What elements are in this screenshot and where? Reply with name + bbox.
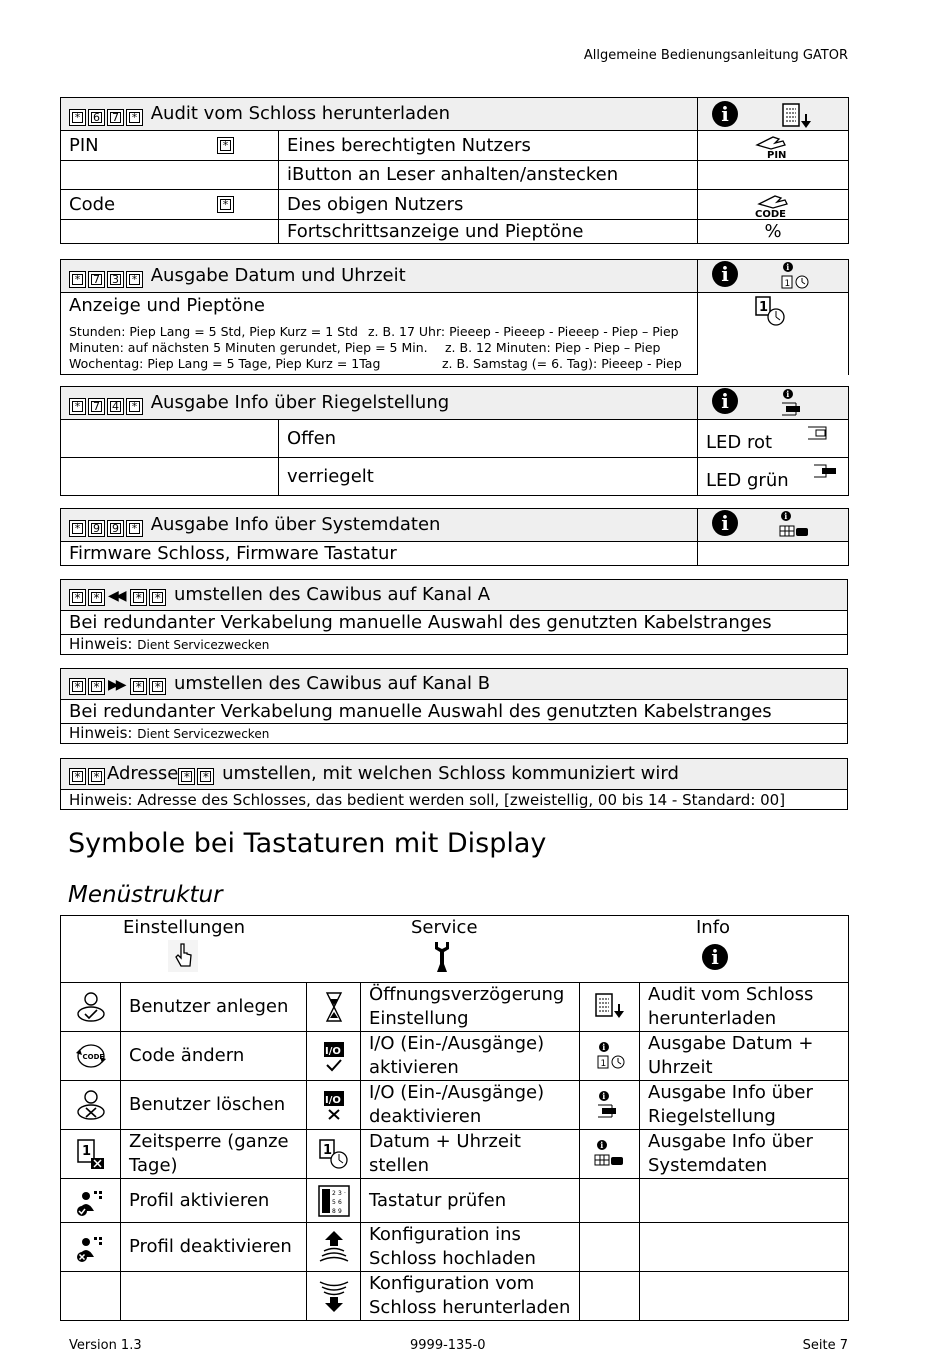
key-star: * bbox=[130, 678, 147, 695]
svg-text:i: i bbox=[599, 1140, 603, 1150]
section-title-row bbox=[61, 669, 848, 700]
key-7: 7 bbox=[107, 109, 124, 126]
bolt-locked-icon bbox=[812, 462, 840, 480]
section-title-row bbox=[61, 580, 848, 611]
key-star: * bbox=[69, 678, 86, 695]
key-star: * bbox=[217, 196, 234, 213]
menu-item: Zeitsperre (ganze Tage) bbox=[121, 1130, 307, 1179]
row-desc: iButton an Leser anhalten/anstecken bbox=[279, 161, 698, 190]
row-code-label: Code * bbox=[61, 190, 279, 220]
menu-item: Ausgabe Info über Systemdaten bbox=[640, 1130, 849, 1179]
svg-text:i: i bbox=[786, 389, 790, 399]
key-9: 9 bbox=[107, 520, 124, 537]
menu-item: Tastatur prüfen bbox=[361, 1179, 580, 1223]
menu-item: I/O (Ein-/Ausgänge) aktivieren bbox=[361, 1032, 580, 1081]
code-change-icon bbox=[74, 1041, 108, 1071]
hint-label: Hinweis: bbox=[69, 724, 133, 742]
key-star: * bbox=[126, 398, 143, 415]
section-desc: Bei redundanter Verkabelung manuelle Auswahl des genutzten Kabelstranges bbox=[61, 700, 848, 724]
audit-download-icon bbox=[780, 102, 814, 130]
left-arrows-icon: ◀◀ bbox=[108, 587, 124, 604]
svg-text:CODE: CODE bbox=[755, 208, 786, 218]
info-system-icon bbox=[592, 1138, 628, 1170]
info-bolt-icon bbox=[594, 1089, 626, 1121]
upload-config-icon bbox=[319, 1229, 349, 1265]
section-title: umstellen des Cawibus auf Kanal B bbox=[174, 672, 491, 694]
key-star: * bbox=[88, 678, 105, 695]
svg-text:6: 6 bbox=[337, 1198, 342, 1206]
bolt-state: Offen bbox=[279, 420, 698, 458]
hint-label: Hinweis: bbox=[69, 635, 133, 653]
symbols-heading: Symbole bei Tastaturen mit Display bbox=[68, 828, 547, 859]
cawibus-b-table bbox=[60, 668, 848, 744]
date-time-icon bbox=[317, 1137, 351, 1171]
svg-text:9: 9 bbox=[337, 1207, 342, 1215]
address-table bbox=[60, 758, 848, 810]
hourglass-icon bbox=[322, 990, 346, 1024]
key-star: * bbox=[69, 589, 86, 606]
bolt-position-table bbox=[60, 386, 849, 496]
key-star: * bbox=[69, 271, 86, 288]
column-settings: Einstellungen bbox=[123, 917, 246, 938]
section-title-row bbox=[61, 260, 698, 293]
section-title: umstellen, mit welchen Schloss kommuniziert wird bbox=[222, 763, 679, 784]
svg-text:1: 1 bbox=[784, 279, 790, 289]
menu-item: Öffnungsverzögerung Einstellung bbox=[361, 983, 580, 1032]
led-label: LED rot bbox=[706, 432, 773, 453]
system-data-table bbox=[60, 508, 849, 566]
key-star: * bbox=[130, 589, 147, 606]
menu-item: Benutzer löschen bbox=[121, 1081, 307, 1130]
right-arrows-icon: ▶▶ bbox=[108, 676, 124, 693]
key-3: 3 bbox=[107, 271, 124, 288]
footer-docnum: 9999-135-0 bbox=[410, 1338, 486, 1353]
audit-download-icon bbox=[593, 992, 627, 1022]
menu-item bbox=[640, 1272, 849, 1321]
section-subtitle: Firmware Schloss, Firmware Tastatur bbox=[61, 542, 698, 566]
key-star: * bbox=[149, 678, 166, 695]
svg-text:8: 8 bbox=[331, 1207, 336, 1215]
io-deactivate-icon bbox=[322, 1088, 346, 1122]
audit-download-table bbox=[60, 97, 849, 244]
key-7: 7 bbox=[88, 271, 105, 288]
svg-text:i: i bbox=[601, 1091, 605, 1101]
beep-line-weekday: Wochentag: Piep Lang = 5 Tage, Piep Kurz = 1Tag z. B. Samstag (= 6. Tag): Pieeep - Piep bbox=[69, 356, 682, 371]
key-star: * bbox=[88, 768, 105, 785]
svg-text:I/O: I/O bbox=[324, 1095, 341, 1106]
menu-item: Konfiguration vom Schloss herunterladen bbox=[361, 1272, 580, 1321]
section-title: Audit vom Schloss herunterladen bbox=[150, 102, 450, 124]
menu-item: Code ändern bbox=[121, 1032, 307, 1081]
svg-text:1: 1 bbox=[322, 1143, 332, 1158]
key-star: * bbox=[149, 589, 166, 606]
row-desc: Eines berechtigten Nutzers bbox=[279, 131, 698, 161]
svg-text:i: i bbox=[784, 511, 788, 521]
menu-structure-heading: Menüstruktur bbox=[68, 882, 223, 908]
section-desc: Bei redundanter Verkabelung manuelle Auswahl des genutzten Kabelstranges bbox=[61, 611, 848, 635]
section-title: Ausgabe Info über Systemdaten bbox=[150, 513, 441, 535]
menu-item: Audit vom Schloss herunterladen bbox=[640, 983, 849, 1032]
document-header: Allgemeine Bedienungsanleitung GATOR bbox=[583, 48, 848, 63]
svg-text:1: 1 bbox=[600, 1059, 606, 1069]
svg-text:1: 1 bbox=[759, 300, 769, 315]
column-service: Service bbox=[411, 917, 478, 938]
key-star: * bbox=[69, 520, 86, 537]
menu-item: Profil aktivieren bbox=[121, 1179, 307, 1223]
row-desc: Des obigen Nutzers bbox=[279, 190, 698, 220]
hint-text: Hinweis: Adresse des Schlosses, das bedient werden soll, [zweistellig, 00 bis 14 - Standard: 00] bbox=[61, 790, 848, 810]
svg-text:·: · bbox=[343, 1189, 346, 1197]
key-star: * bbox=[126, 271, 143, 288]
info-icon: i bbox=[712, 101, 738, 127]
code-hand-icon bbox=[753, 192, 793, 218]
key-star: * bbox=[69, 398, 86, 415]
menu-item: Profil deaktivieren bbox=[121, 1223, 307, 1272]
section-title-row bbox=[61, 387, 698, 420]
menu-structure-table bbox=[60, 915, 849, 1321]
time-lock-icon bbox=[74, 1137, 108, 1171]
key-4: 4 bbox=[107, 398, 124, 415]
svg-text:2: 2 bbox=[331, 1189, 336, 1197]
key-star: * bbox=[69, 109, 86, 126]
profile-deactivate-icon bbox=[74, 1231, 108, 1263]
row-pin-label: PIN * bbox=[61, 131, 279, 161]
user-delete-icon bbox=[74, 1088, 108, 1122]
menu-item: Ausgabe Datum + Uhrzeit bbox=[640, 1032, 849, 1081]
led-label: LED grün bbox=[706, 470, 789, 491]
wrench-icon bbox=[429, 940, 455, 974]
section-title: Ausgabe Info über Riegelstellung bbox=[150, 391, 450, 413]
section-subtitle: Anzeige und Pieptöne bbox=[69, 295, 265, 316]
svg-text:5: 5 bbox=[331, 1198, 336, 1206]
key-star: * bbox=[126, 109, 143, 126]
download-config-icon bbox=[319, 1278, 349, 1314]
menu-item: Benutzer anlegen bbox=[121, 983, 307, 1032]
row-desc: Fortschrittsanzeige und Pieptöne bbox=[279, 220, 698, 244]
key-6: 6 bbox=[88, 109, 105, 126]
info-icon: i bbox=[712, 388, 738, 414]
address-label: Adresse bbox=[107, 763, 179, 784]
menu-item: I/O (Ein-/Ausgänge) deaktivieren bbox=[361, 1081, 580, 1130]
svg-text:i: i bbox=[601, 1042, 605, 1052]
percent-symbol: % bbox=[698, 220, 849, 244]
key-star: * bbox=[88, 589, 105, 606]
menu-item: Datum + Uhrzeit stellen bbox=[361, 1130, 580, 1179]
key-star: * bbox=[197, 768, 214, 785]
svg-text:i: i bbox=[786, 262, 790, 272]
section-title-row bbox=[61, 759, 848, 790]
beep-line-minutes: Minuten: auf nächsten 5 Minuten gerundet, Piep = 5 Min. z. B. 12 Minuten: Piep - Piep – Piep bbox=[69, 340, 661, 355]
section-title-row bbox=[61, 509, 698, 542]
info-system-icon bbox=[778, 510, 814, 540]
bolt-state: verriegelt bbox=[279, 458, 698, 496]
date-time-table bbox=[60, 259, 849, 375]
menu-item: Ausgabe Info über Riegelstellung bbox=[640, 1081, 849, 1130]
info-date-time-icon bbox=[780, 261, 814, 291]
svg-text:3: 3 bbox=[337, 1189, 342, 1197]
io-activate-icon bbox=[322, 1039, 346, 1073]
svg-text:I/O: I/O bbox=[324, 1046, 341, 1057]
key-7: 7 bbox=[88, 398, 105, 415]
svg-text:CODE: CODE bbox=[82, 1053, 104, 1061]
hint-text: Dient Servicezwecken bbox=[137, 638, 270, 652]
key-star: * bbox=[126, 520, 143, 537]
footer-version: Version 1.3 bbox=[69, 1338, 142, 1353]
info-date-time-icon bbox=[594, 1040, 626, 1072]
info-bolt-icon bbox=[780, 388, 814, 418]
hint-text: Dient Servicezwecken bbox=[137, 727, 270, 741]
key-star: * bbox=[69, 768, 86, 785]
key-star: * bbox=[178, 768, 195, 785]
section-title: umstellen des Cawibus auf Kanal A bbox=[174, 583, 491, 605]
menu-item bbox=[121, 1272, 307, 1321]
info-icon: i bbox=[702, 944, 728, 970]
bolt-open-icon bbox=[806, 424, 830, 442]
date-time-icon bbox=[754, 295, 794, 329]
section-title-row bbox=[61, 98, 698, 131]
cawibus-a-table bbox=[60, 579, 848, 655]
svg-text:PIN: PIN bbox=[767, 149, 787, 159]
pin-hand-icon bbox=[753, 133, 793, 159]
menu-item: Konfiguration ins Schloss hochladen bbox=[361, 1223, 580, 1272]
hand-pointer-icon bbox=[168, 940, 198, 972]
keypad-test-icon bbox=[317, 1184, 351, 1218]
key-star: * bbox=[217, 137, 234, 154]
menu-item bbox=[640, 1179, 849, 1223]
menu-item bbox=[640, 1223, 849, 1272]
info-icon: i bbox=[712, 510, 738, 536]
svg-text:1: 1 bbox=[81, 1144, 91, 1159]
key-9: 9 bbox=[88, 520, 105, 537]
column-info: Info bbox=[696, 917, 731, 938]
user-add-icon bbox=[74, 990, 108, 1024]
section-title: Ausgabe Datum und Uhrzeit bbox=[150, 264, 406, 286]
footer-page: Seite 7 bbox=[802, 1338, 848, 1353]
profile-activate-icon bbox=[74, 1185, 108, 1217]
beep-line-hours: Stunden: Piep Lang = 5 Std, Piep Kurz = 1 Std z. B. 17 Uhr: Pieeep - Pieeep - Pieeep - Piep – Piep bbox=[69, 324, 679, 339]
info-icon: i bbox=[712, 261, 738, 287]
